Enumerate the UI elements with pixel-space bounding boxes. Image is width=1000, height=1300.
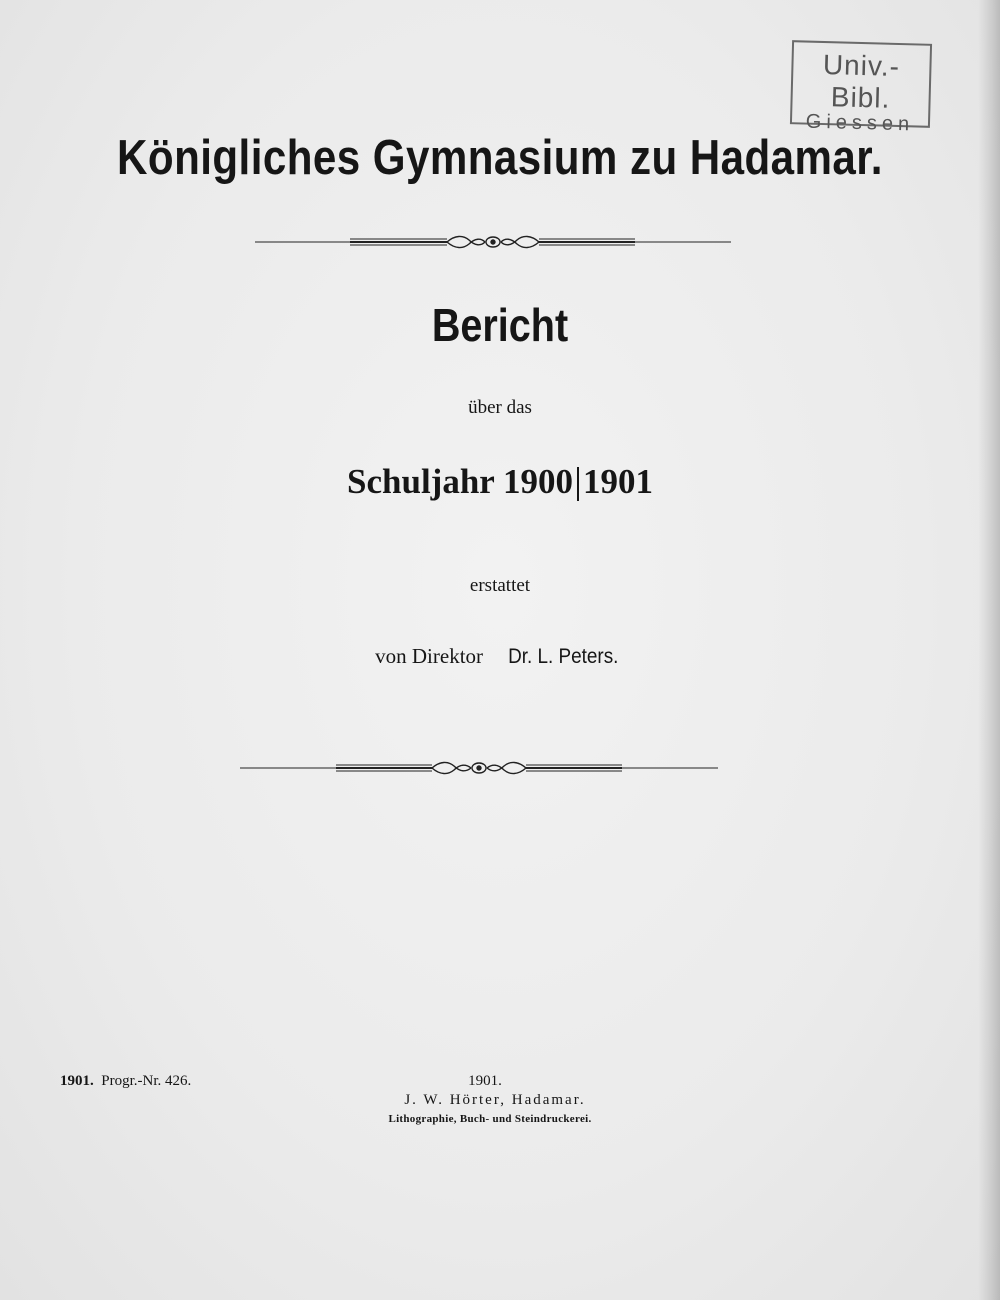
school-year-end: 1901	[582, 462, 653, 501]
ornament-icon	[447, 236, 539, 247]
program-year: 1901.	[60, 1073, 94, 1089]
subtitle-over: über das	[468, 397, 532, 418]
stamp-line-1: Univ.-Bibl.	[822, 49, 901, 114]
author-name: Dr. L. Peters.	[508, 645, 619, 668]
institution-title: Königliches Gymnasium zu Hadamar.	[117, 131, 883, 185]
school-year-label: Schuljahr	[347, 462, 495, 501]
ornament-icon	[432, 762, 526, 773]
submitted-label: erstattet	[469, 575, 531, 596]
ornamental-divider-top	[255, 234, 731, 250]
imprint-year: 1901.	[468, 1073, 502, 1089]
author-prefix: von Direktor	[375, 644, 484, 668]
imprint	[0, 1073, 1000, 1125]
author-line	[0, 644, 1000, 669]
stamp-line-2: Giessen	[805, 110, 915, 136]
year-separator	[577, 467, 579, 501]
program-number-text: Progr.-Nr. 426.	[101, 1073, 192, 1089]
imprint-trade: Lithographie, Buch- und Steindruckerei.	[388, 1113, 592, 1125]
school-year	[0, 462, 1000, 502]
library-stamp	[790, 40, 932, 136]
report-title: Bericht	[431, 299, 569, 351]
ornamental-divider-bottom	[240, 760, 718, 776]
school-year-start: 1900	[502, 462, 573, 501]
imprint-printer: J. W. Hörter, Hadamar.	[404, 1092, 586, 1108]
